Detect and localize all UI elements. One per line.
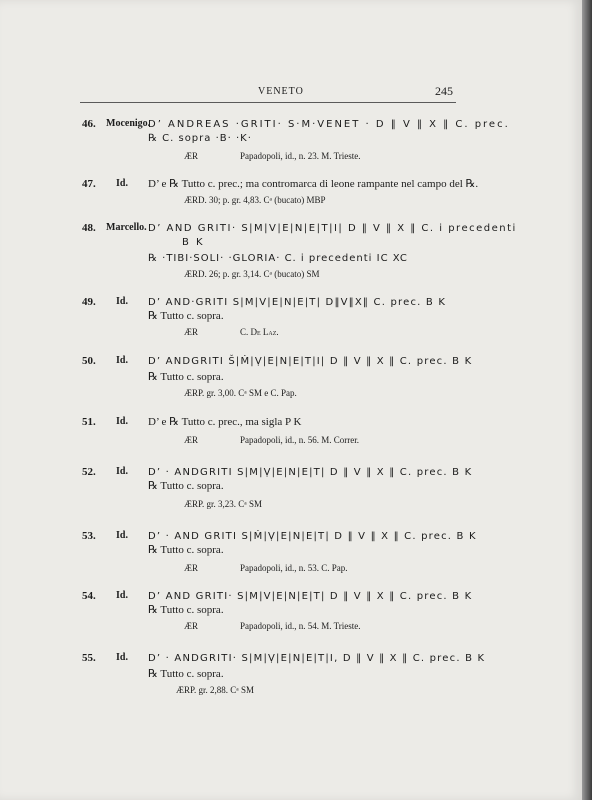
entry-doge: Id. (116, 355, 128, 366)
metal-symbol: ÆR (184, 499, 199, 509)
entry-number: 48. (82, 222, 96, 234)
obverse-legend: D’ ANDGRITI Š|Ṁ|Ṿ|E|N|E|T|I| D ‖ V ‖ X ‖ C. prec. B K (148, 356, 473, 367)
entry-doge: Id. (116, 466, 128, 477)
metal-symbol: ÆR (184, 151, 199, 161)
reference: Papadopoli, id., n. 53. C. Pap. (240, 563, 348, 573)
reverse-legend: ℞ Tutto c. sopra. (148, 371, 224, 383)
reference: D. 30; p. gr. 4,83. Cᵃ (bucato) MBP (198, 195, 326, 205)
metal-symbol: ÆR (184, 563, 199, 573)
reference: P. gr. 3,00. Cᵃ SM e C. Pap. (198, 388, 297, 398)
entry-doge: Id. (116, 590, 128, 601)
entry-number: 46. (82, 118, 96, 130)
metal-symbol: ÆR (176, 685, 191, 695)
obverse-legend: D’ · ANDGRITI S|M|Ṿ|E|N|E|T| D ‖ V ‖ X ‖ C. prec. B K (148, 467, 473, 478)
entry-number: 51. (82, 416, 96, 428)
entry-number: 49. (82, 296, 96, 308)
entry-number: 52. (82, 466, 96, 478)
reference: C. De Laz. (240, 327, 279, 337)
reverse-legend: ℞ C. sopra ·B· ·K· (148, 133, 252, 144)
reference: Papadopoli, id., n. 23. M. Trieste. (240, 151, 361, 161)
reference: P. gr. 2,88. Cᵃ SM (190, 685, 254, 695)
reference: Papadopoli, id., n. 54. M. Trieste. (240, 621, 361, 631)
obverse-legend: D’ · AND GRITI S|Ṁ|Ṿ|E|N|E|T| D ‖ V ‖ X ‖ C. prec. B K (148, 531, 477, 542)
entry-doge: Id. (116, 652, 128, 663)
entry-doge: Mocenigo. (106, 118, 151, 129)
metal-symbol: ÆR (184, 621, 199, 631)
reverse-legend: ℞ Tutto c. sopra. (148, 544, 224, 556)
reverse-legend: ℞ ·TIBI·SOLI· ·GLORIA· C. i precedenti IC XC (148, 253, 408, 264)
entry-doge: Id. (116, 416, 128, 427)
metal-symbol: ÆR (184, 269, 199, 279)
obverse-legend: D’ AND GRITI· S|M|V|E|N|E|T|I| D ‖ V ‖ X ‖ C. i precedenti (148, 223, 517, 234)
entry-number: 55. (82, 652, 96, 664)
metal-symbol: ÆR (184, 388, 199, 398)
header-rule (80, 102, 456, 103)
reverse-legend: ℞ Tutto c. sopra. (148, 480, 224, 492)
entry-doge: Id. (116, 296, 128, 307)
entry-doge: Id. (116, 178, 128, 189)
reference: Papadopoli, id., n. 56. M. Correr. (240, 435, 359, 445)
entry-doge: Marcello. (106, 222, 147, 233)
reference: P. gr. 3,23. Cᵃ SM (198, 499, 262, 509)
entry-number: 54. (82, 590, 96, 602)
page-edge-shadow (582, 0, 592, 800)
reverse-legend: ℞ Tutto c. sopra. (148, 310, 224, 322)
metal-symbol: ÆR (184, 195, 199, 205)
running-title: VENETO (258, 86, 304, 97)
entry-number: 53. (82, 530, 96, 542)
obverse-legend: D’ AND GRITI· S|M|V|E|N|E|T| D ‖ V ‖ X ‖ C. prec. B K (148, 591, 473, 602)
entry-number: 50. (82, 355, 96, 367)
page-number: 245 (435, 84, 453, 98)
field-letters: B K (182, 237, 205, 248)
reverse-legend: ℞ Tutto c. sopra. (148, 604, 224, 616)
entry-doge: Id. (116, 530, 128, 541)
reference: D. 26; p. gr. 3,14. Cᵃ (bucato) SM (198, 269, 320, 279)
metal-symbol: ÆR (184, 327, 199, 337)
description: D’ e ℞ Tutto c. prec.; ma contromarca di leone rampante nel campo del ℞. (148, 178, 479, 190)
reverse-legend: ℞ Tutto c. sopra. (148, 668, 224, 680)
obverse-legend: D’ ANDREAS ·GRITI· S·M·VENET · D ‖ V ‖ X ‖ C. prec. (148, 119, 510, 130)
entry-number: 47. (82, 178, 96, 190)
metal-symbol: ÆR (184, 435, 199, 445)
description: D’ e ℞ Tutto c. prec., ma sigla P K (148, 416, 302, 428)
obverse-legend: D’ · ANDGRITI· S|M|Ṿ|E|N|E|T|I, D ‖ V ‖ X ‖ C. prec. B K (148, 653, 486, 664)
obverse-legend: D’ AND·GRITI S|M|V|E|N|E|T| D‖V‖X‖ C. prec. B K (148, 297, 447, 308)
